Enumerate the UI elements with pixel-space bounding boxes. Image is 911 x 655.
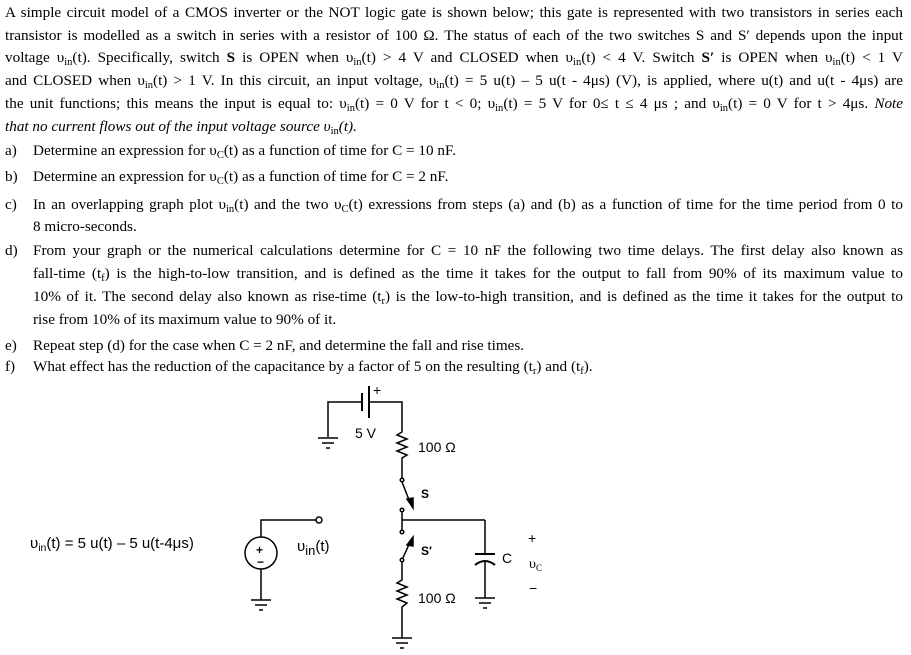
text-run: (t) = 5 V for 0≤ t ≤ 4 μs ; and υ [503,95,720,112]
switch-s-label: S [421,487,430,501]
item-label: a) [5,142,17,159]
text-run: (t) = 5 u(t) – 5 u(t - 4μs) (V), is applied, where u(t) and u(t - 4μs) are [444,72,903,89]
text-run: (t) as a function of time for C = 2 nF. [223,168,449,185]
subscript: in [436,80,445,91]
item-label: d) [5,242,18,259]
subscript: in [305,543,316,558]
upsilon: υ [297,538,306,555]
subscript: C [216,150,224,161]
text-run: 8 micro-seconds. [33,218,137,235]
upsilon: υ [30,535,39,552]
text-run: (t) as a function of time for C = 10 nF. [223,142,456,159]
source-minus: − [257,555,265,569]
subscript: f [580,366,584,377]
text-run: What effect has the reduction of the capacitance by a factor of 5 on the resulting (t [33,358,533,375]
bold-text: S′ [701,49,715,66]
text-run: (t) > 4 V and CLOSED when υ [361,49,574,66]
text-run: (t) = 0 V for t > 4μs. [728,95,875,112]
text-run: (t) < 4 V. Switch [581,49,702,66]
subscript: in [330,126,339,137]
resistor-bottom-label: 100 Ω [418,590,456,606]
subscript: in [495,103,504,114]
text-run: (t) = 0 V for t < 0; υ [354,95,496,112]
subscript: in [226,204,235,215]
subscript: C [341,204,349,215]
resistor-bottom-icon [397,562,407,638]
text-run: (t). Specifically, switch [72,49,227,66]
text-run: ) is the low-to-high transition, and is defined as the time it takes for the output to [385,288,903,305]
output-label [529,557,542,573]
text-run: and CLOSED when υ [5,72,145,89]
subscript: r [381,296,385,307]
switch-s-icon [400,478,413,512]
subscript: in [719,103,729,114]
subscript: in [144,80,154,91]
italic-text: (t). [338,118,357,135]
item-label: e) [5,337,17,354]
item-label: b) [5,168,18,185]
output-plus: + [528,530,537,546]
text-run: In an overlapping graph plot υ [33,196,226,213]
subscript: C [535,563,542,573]
switch-s-prime-label: S′ [421,544,432,558]
text-run: (t) and the two υ [234,196,342,213]
subscript: r [532,366,537,377]
equation-rest: (t) = 5 u(t) – 5 u(t-4μs) [46,535,194,552]
subscript: C [216,176,224,187]
item-label: c) [5,196,17,213]
text-run: the unit functions; this means the input is equal to: υ [5,95,347,112]
text-run: rise from 10% of its maximum value to 90% of it. [33,311,337,328]
text-run: From your graph or the numerical calculations determine for C = 10 nF the following two time delays. The first delay also known as [33,242,903,259]
text-run: ) and (t [536,358,581,375]
text-run: 10% of it. The second delay also known as rise-time (t [33,288,382,305]
subscript: in [353,57,362,68]
italic-text: Note [874,95,904,112]
text-run: transistor is modelled as a switch in series with a resistor of 100 Ω. The status of each of the two switches S and S′ depends upon the input [5,27,903,44]
resistor-top-icon [397,427,407,479]
source-label [297,538,330,558]
item-label: f) [5,358,16,375]
subscript: in [346,103,355,114]
subscript: in [64,57,73,68]
subscript: f [101,273,105,284]
switch-s-prime-icon [400,530,413,562]
text-run: A simple circuit model of a CMOS inverter or the NOT logic gate is shown below; this gate is represented with two transistors in series each [5,4,903,21]
text-run: (t) > 1 V. In this circuit, an input voltage, υ [153,72,437,89]
text-run: (t) exressions from steps (a) and (b) as a function of time for the time period from 0 to [348,196,903,213]
resistor-top-label: 100 Ω [418,439,456,455]
text-run: fall-time (t [33,265,102,282]
text-run: ) is the high-to-low transition, and is defined as the time it takes for the output to fall from 90% of its maximum value to [104,265,903,282]
output-minus: − [529,580,538,596]
text-run: Determine an expression for υ [33,168,217,185]
text-run: is OPEN when υ [714,49,833,66]
text-run: voltage υ [5,49,65,66]
subscript: in [38,542,47,554]
bold-text: S [226,49,236,66]
capacitor-icon [475,520,495,608]
text-run: Determine an expression for υ [33,142,217,159]
italic-text: that no current flows out of the input voltage source υ [5,118,331,135]
ground-icon [318,438,338,448]
text-run: Repeat step (d) for the case when C = 2 nF, and determine the fall and rise times. [33,337,525,354]
capacitor-label: C [502,550,513,566]
text-run: ). [583,358,593,375]
upsilon: υ [529,557,536,572]
text-run: (t) < 1 V [840,49,903,66]
battery-plus: + [373,382,382,398]
source-plus: + [256,543,264,557]
text-run: is OPEN when υ [235,49,354,66]
source-label-rest: (t) [315,538,330,555]
ground-icon [392,638,412,648]
battery-label: 5 V [355,425,377,441]
subscript: in [573,57,582,68]
subscript: in [832,57,841,68]
